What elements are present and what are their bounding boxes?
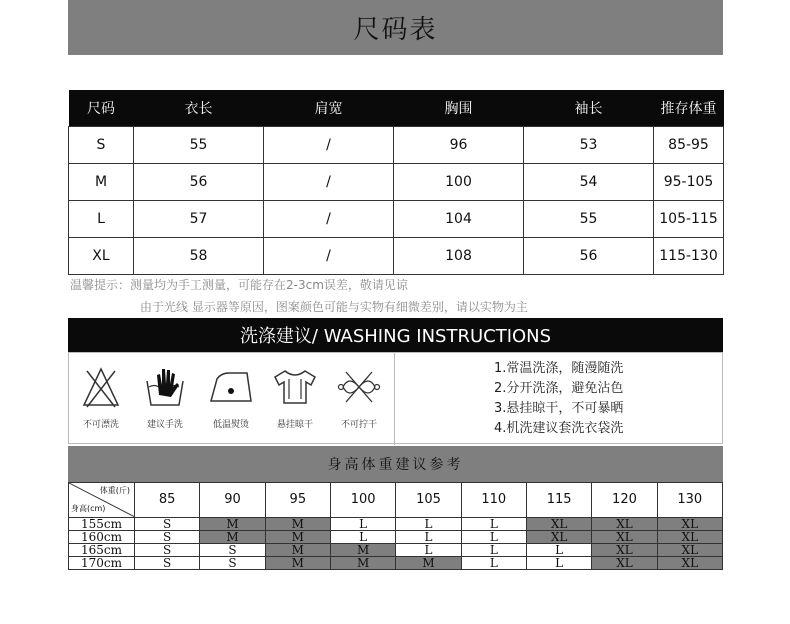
table-cell: 57 [134,201,264,238]
height-cell: 155cm [69,518,135,531]
washing-tip: 3.悬挂晾干，不可暴晒 [494,401,624,416]
table-row [69,238,724,275]
size-cell: S [135,531,200,544]
table-row [69,557,723,570]
size-cell: XL [592,518,657,531]
table-row [69,531,723,544]
size-cell: M [396,557,461,570]
care-item [135,365,195,430]
height-cell: 165cm [69,544,135,557]
table-cell: M [69,164,134,201]
size-cell: L [526,557,591,570]
header-size: 尺码 [69,90,134,127]
size-cell: S [135,518,200,531]
weight-header: 100 [330,483,395,518]
washing-tip: 2.分开洗涤，避免沾色 [494,381,624,396]
size-cell: L [330,531,395,544]
care-label: 悬挂晾干 [276,420,313,430]
table-cell: L [69,201,134,238]
table-cell: 104 [394,201,524,238]
height-cell: 160cm [69,531,135,544]
size-table-header [69,90,724,127]
size-cell: XL [526,531,591,544]
table-cell: 95-105 [654,164,724,201]
size-cell: M [200,518,265,531]
table-row [69,127,724,164]
care-label: 低温熨烫 [212,420,249,430]
table-cell: 108 [394,238,524,275]
size-cell: XL [657,544,722,557]
table-cell: 96 [394,127,524,164]
size-cell: M [200,531,265,544]
corner-cell [69,483,135,518]
reference-heading: 身高体重建议参考 [327,457,464,473]
corner-weight-label: 体重(斤) [99,486,130,495]
size-cell: M [330,557,395,570]
header-shoulder: 肩宽 [264,90,394,127]
table-cell: / [264,201,394,238]
note-line-2: 由于光线 显示器等原因，图案颜色可能与实物有细微差别，请以实物为主 [140,300,528,314]
care-item [329,365,389,430]
weight-header: 105 [396,483,461,518]
table-row [69,201,724,238]
size-cell: L [396,531,461,544]
weight-header: 130 [657,483,722,518]
header-length: 衣长 [134,90,264,127]
table-cell: S [69,127,134,164]
care-item [71,365,131,430]
size-cell: S [200,544,265,557]
header-weight: 推存体重 [654,90,724,127]
weight-header: 90 [200,483,265,518]
table-cell: 55 [134,127,264,164]
size-cell: S [135,544,200,557]
washing-section [68,352,723,444]
table-cell: / [264,238,394,275]
washing-tip: 1.常温洗涤，随漫随洗 [494,361,624,376]
low-iron-icon [207,365,255,409]
care-item [265,365,325,430]
size-cell: M [265,531,330,544]
weight-header: 95 [265,483,330,518]
washing-heading-bar [68,318,723,352]
size-cell: M [265,544,330,557]
size-cell: XL [657,557,722,570]
table-cell: 55 [524,201,654,238]
height-weight-table [68,482,723,570]
size-cell: XL [657,531,722,544]
table-row [69,544,723,557]
weight-header: 120 [592,483,657,518]
size-cell: L [461,518,526,531]
table-cell: / [264,164,394,201]
hang-dry-icon [271,365,319,409]
table-cell: 105-115 [654,201,724,238]
table-cell: 100 [394,164,524,201]
note-line-1: 温馨提示：测量均为手工测量，可能存在2-3cm误差，敬请见谅 [70,278,408,292]
size-cell: XL [592,544,657,557]
page-title: 尺码表 [353,15,438,45]
washing-tips [494,359,623,439]
height-cell: 170cm [69,557,135,570]
size-cell: L [526,544,591,557]
header-sleeve: 袖长 [524,90,654,127]
no-wring-icon [337,365,381,409]
table-cell: / [264,127,394,164]
size-cell: L [461,531,526,544]
size-cell: M [330,544,395,557]
table-cell: 115-130 [654,238,724,275]
table-cell: 56 [524,238,654,275]
table-row [69,518,723,531]
no-bleach-icon [81,365,121,409]
corner-height-label: 身高(cm) [71,504,106,513]
size-cell: L [461,557,526,570]
table-cell: XL [69,238,134,275]
size-cell: S [200,557,265,570]
size-cell: L [461,544,526,557]
care-label: 建议手洗 [146,420,183,430]
header-chest: 胸围 [394,90,524,127]
care-item [201,365,261,430]
weight-header: 115 [526,483,591,518]
size-cell: L [330,518,395,531]
size-table [68,90,724,275]
care-icons [69,353,395,445]
table-cell: 58 [134,238,264,275]
washing-tip: 4.机洗建议套洗衣袋洗 [494,421,624,436]
table-cell: 56 [134,164,264,201]
size-cell: L [396,544,461,557]
table-cell: 53 [524,127,654,164]
table-cell: 85-95 [654,127,724,164]
size-cell: XL [592,531,657,544]
size-cell: XL [592,557,657,570]
size-cell: S [135,557,200,570]
hand-wash-icon [143,365,187,409]
weight-header: 110 [461,483,526,518]
size-cell: XL [526,518,591,531]
care-label: 不可拧干 [340,420,377,430]
title-bar [68,0,723,55]
table-cell: 54 [524,164,654,201]
size-cell: M [265,518,330,531]
size-cell: XL [657,518,722,531]
weight-header: 85 [135,483,200,518]
reference-heading-bar [68,446,723,482]
size-cell: L [396,518,461,531]
care-label: 不可漂洗 [82,420,119,430]
size-cell: M [265,557,330,570]
reference-header-row [69,483,723,518]
table-row [69,164,724,201]
washing-heading: 洗涤建议/ WASHING INSTRUCTIONS [239,326,552,347]
